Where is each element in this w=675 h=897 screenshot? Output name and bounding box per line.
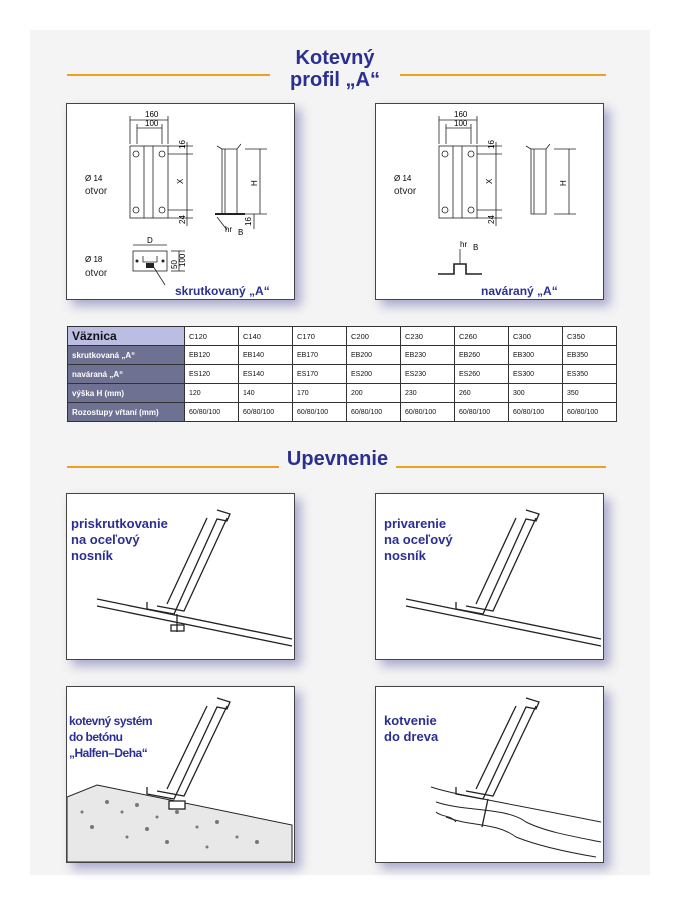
table-cell: ES120 <box>185 365 239 384</box>
method-line: na oceľový <box>384 532 453 547</box>
table-row <box>68 346 617 365</box>
caption-welded: naváraný „A“ <box>481 284 558 298</box>
hole-14-size: Ø 14 <box>394 174 412 183</box>
header-cell: C300 <box>509 327 563 346</box>
table-cell: 60/80/100 <box>185 403 239 422</box>
technical-drawing-welded <box>376 104 603 299</box>
upevnenie-rule-left <box>67 466 279 468</box>
table-cell: ES260 <box>455 365 509 384</box>
table-cell: 350 <box>563 384 617 403</box>
method-line: privarenie <box>384 516 447 531</box>
dim-100-side: 100 <box>178 253 187 267</box>
header-purlin: Väznica <box>68 327 185 346</box>
method-line: kotevný systém <box>69 714 153 728</box>
title-rule-right <box>400 74 606 76</box>
mount-illustration <box>376 687 603 862</box>
hole-14-label: otvor <box>85 186 108 197</box>
table-cell: EB170 <box>293 346 347 365</box>
mount-illustration <box>67 687 294 862</box>
title-line-1: Kotevný <box>295 47 375 69</box>
spec-table <box>67 326 617 422</box>
table-cell: ES230 <box>401 365 455 384</box>
method-line: do dreva <box>384 729 439 744</box>
table-cell: 60/80/100 <box>401 403 455 422</box>
dim-b: B <box>238 228 244 237</box>
method-box-weld-steel <box>375 493 604 660</box>
dim-160: 160 <box>454 110 468 119</box>
table-cell: ES200 <box>347 365 401 384</box>
table-row <box>68 384 617 403</box>
table-cell: 170 <box>293 384 347 403</box>
dim-16-top: 16 <box>178 140 187 149</box>
table-cell: 230 <box>401 384 455 403</box>
table-cell: EB140 <box>239 346 293 365</box>
section-title-mounting: Upevnenie <box>286 448 389 470</box>
method-line: „Halfen–Deha“ <box>69 746 148 760</box>
hole-14-label: otvor <box>394 186 417 197</box>
row-label: Rozostupy vŕtaní (mm) <box>68 403 185 422</box>
dim-h: H <box>250 180 259 186</box>
row-label: skrutkovaná „A“ <box>68 346 185 365</box>
table-cell: 60/80/100 <box>455 403 509 422</box>
header-cell: C260 <box>455 327 509 346</box>
dim-100: 100 <box>145 119 159 128</box>
header-cell: C170 <box>293 327 347 346</box>
table-cell: 300 <box>509 384 563 403</box>
dim-x: X <box>485 178 494 184</box>
table-cell: 260 <box>455 384 509 403</box>
dim-100: 100 <box>454 119 468 128</box>
drawing-box-screwed <box>66 103 295 300</box>
dim-50: 50 <box>170 260 179 269</box>
caption-screwed: skrutkovaný „A“ <box>175 284 270 298</box>
method-line: kotvenie <box>384 713 437 728</box>
table-cell: ES170 <box>293 365 347 384</box>
dim-hr: hr <box>460 240 468 249</box>
method-line: do betónu <box>69 730 123 744</box>
table-cell: EB120 <box>185 346 239 365</box>
dim-d: D <box>147 236 153 245</box>
table-header-row <box>68 327 617 346</box>
method-line: nosník <box>384 548 426 563</box>
table-cell: 60/80/100 <box>293 403 347 422</box>
title-rule-left <box>67 74 270 76</box>
table-cell: ES140 <box>239 365 293 384</box>
row-label: naváraná „A“ <box>68 365 185 384</box>
method-box-wood <box>375 686 604 863</box>
header-cell: C140 <box>239 327 293 346</box>
header-cell: C120 <box>185 327 239 346</box>
technical-drawing-screwed <box>67 104 294 299</box>
table-cell: ES350 <box>563 365 617 384</box>
table-cell: 60/80/100 <box>563 403 617 422</box>
table-cell: 60/80/100 <box>239 403 293 422</box>
table-cell: EB200 <box>347 346 401 365</box>
method-line: priskrutkovanie <box>71 516 168 531</box>
table-cell: 140 <box>239 384 293 403</box>
mount-illustration <box>376 494 603 659</box>
header-cell: C200 <box>347 327 401 346</box>
hole-18-label: otvor <box>85 268 108 279</box>
table-cell: ES300 <box>509 365 563 384</box>
dim-h: H <box>559 180 568 186</box>
table-cell: EB230 <box>401 346 455 365</box>
dim-16: 16 <box>487 140 496 149</box>
table-cell: 60/80/100 <box>509 403 563 422</box>
method-line: nosník <box>71 548 113 563</box>
mount-illustration <box>67 494 294 659</box>
upevnenie-rule-right <box>396 466 606 468</box>
dim-b: B <box>473 243 479 252</box>
section-title-profile <box>270 47 400 91</box>
table-row <box>68 365 617 384</box>
row-label: výška H (mm) <box>68 384 185 403</box>
method-line: na oceľový <box>71 532 140 547</box>
dim-hr: hr <box>225 225 233 234</box>
hole-18-size: Ø 18 <box>85 255 103 264</box>
header-cell: C230 <box>401 327 455 346</box>
dim-160: 160 <box>145 110 159 119</box>
method-box-concrete <box>66 686 295 863</box>
method-box-screw-steel <box>66 493 295 660</box>
dim-24: 24 <box>487 215 496 224</box>
header-cell: C350 <box>563 327 617 346</box>
dim-16-bottom: 16 <box>244 217 253 226</box>
drawing-box-welded <box>375 103 604 300</box>
title-line-2: profil „A“ <box>290 69 380 91</box>
table-cell: EB300 <box>509 346 563 365</box>
hole-14-size: Ø 14 <box>85 174 103 183</box>
table-cell: EB350 <box>563 346 617 365</box>
table-cell: 120 <box>185 384 239 403</box>
dim-x: X <box>176 178 185 184</box>
table-row <box>68 403 617 422</box>
table-cell: 60/80/100 <box>347 403 401 422</box>
table-cell: EB260 <box>455 346 509 365</box>
table-cell: 200 <box>347 384 401 403</box>
dim-24: 24 <box>178 215 187 224</box>
